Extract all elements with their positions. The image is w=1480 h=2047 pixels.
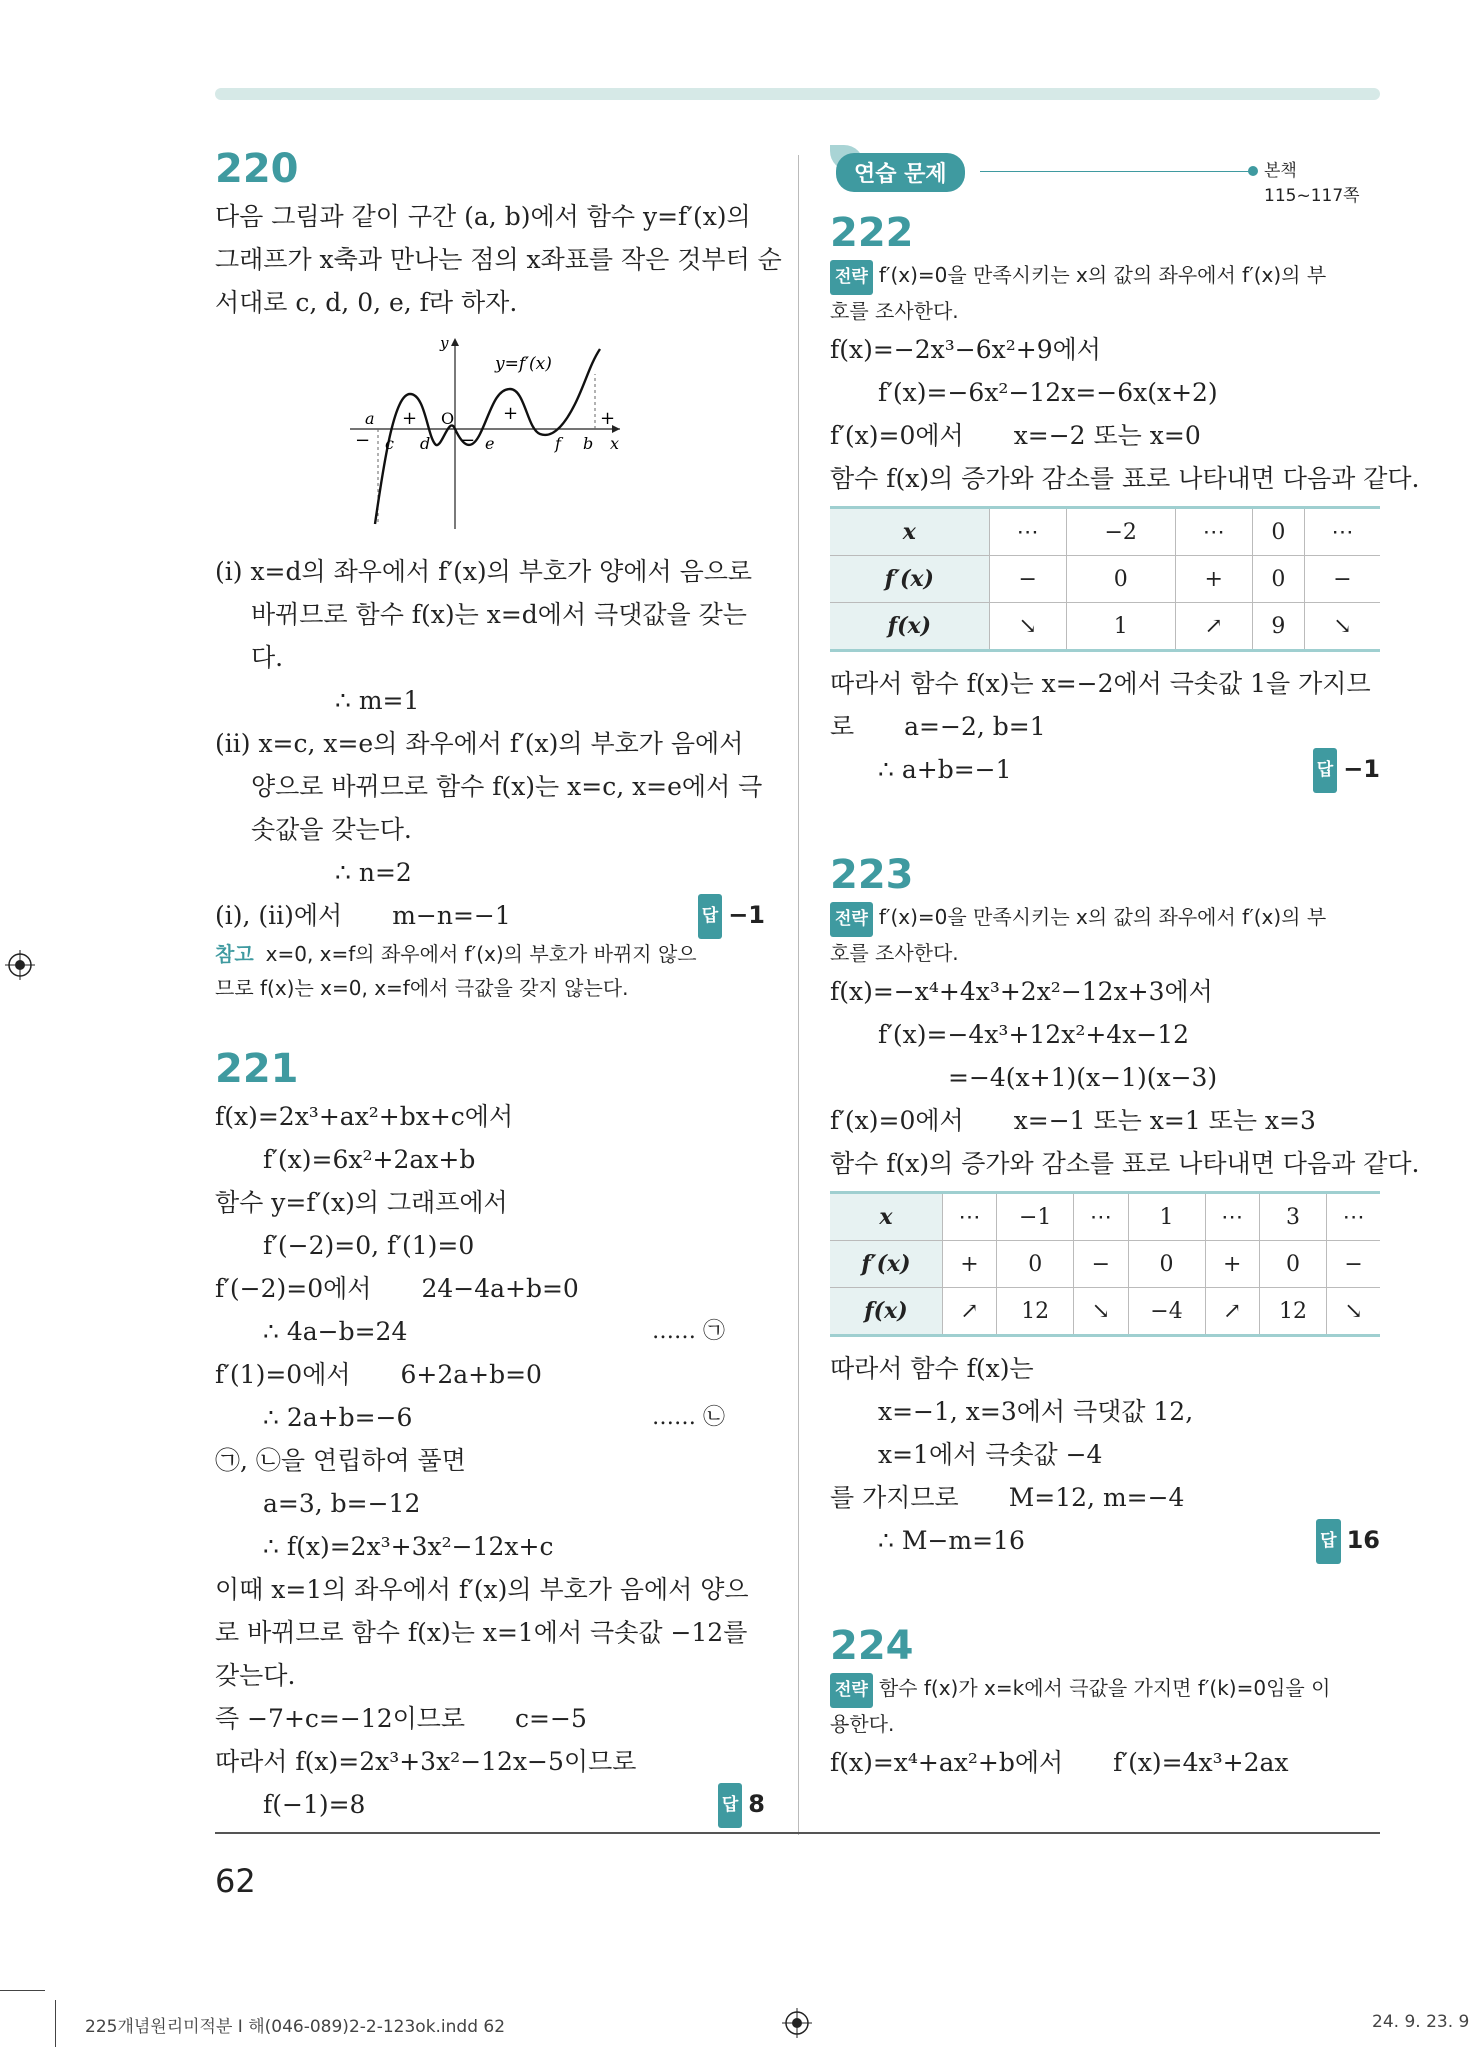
answer-badge: 답 xyxy=(1316,1519,1340,1564)
graph-point-a: a xyxy=(365,409,375,428)
table-cell: 3 xyxy=(1259,1193,1326,1241)
table-cell: ↗ xyxy=(1175,603,1252,651)
p221-line-10: a=3, b=−12 xyxy=(263,1489,421,1518)
top-decorative-bar xyxy=(215,88,1380,100)
graph-origin-label: O xyxy=(441,409,455,428)
table-cell: + xyxy=(1175,556,1252,603)
table-cell: ↗ xyxy=(942,1288,996,1336)
table-cell: ↗ xyxy=(1205,1288,1259,1336)
p221-line-7: f′(1)=0에서 6+2a+b=0 xyxy=(215,1360,542,1389)
p223-strategy-1 xyxy=(830,901,1380,937)
problem-number-220: 220 xyxy=(215,146,299,192)
table-row xyxy=(830,508,1380,556)
derivative-graph xyxy=(345,334,765,538)
p223-after-2: x=−1, x=3에서 극댓값 12, xyxy=(878,1397,1194,1426)
p223-line-2: f′(x)=−4x³+12x²+4x−12 xyxy=(878,1020,1190,1049)
table-cell: 0 xyxy=(1066,556,1175,603)
table-cell: 0 xyxy=(1252,556,1304,603)
header-rule xyxy=(980,171,1250,172)
graph-curve-label: y=f′(x) xyxy=(495,354,552,374)
derivative-graph-svg xyxy=(345,334,645,534)
footer-date: 24. 9. 23. 9 xyxy=(1372,2012,1470,2032)
p221-eq-1: ∴ 4a−b=24 xyxy=(263,1317,408,1346)
p221-line-12: 이때 x=1의 좌우에서 f′(x)의 부호가 음에서 양으 xyxy=(215,1575,749,1604)
p221-line-14: 갖는다. xyxy=(215,1661,296,1690)
strategy-tag: 전략 xyxy=(830,260,873,295)
p223-sign-table xyxy=(830,1191,1380,1337)
table-cell: 9 xyxy=(1252,603,1304,651)
graph-sign-1: − xyxy=(355,430,371,451)
p222-strategy-1 xyxy=(830,259,1380,295)
p223-after-1: 따라서 함수 f(x)는 xyxy=(830,1354,1034,1383)
table-row xyxy=(830,556,1380,603)
p221-line-5: f′(−2)=0에서 24−4a+b=0 xyxy=(215,1274,579,1303)
problem-number-224: 224 xyxy=(830,1623,914,1669)
p222-after-1: 따라서 함수 f(x)는 x=−2에서 극솟값 1을 가지므 xyxy=(830,669,1371,698)
table-cell: f′(x) xyxy=(830,1241,942,1288)
p222-answer-value: −1 xyxy=(1343,755,1380,783)
p220-note-1 xyxy=(215,937,765,971)
p221-answer-value: 8 xyxy=(748,1790,765,1818)
table-cell: ↘ xyxy=(989,603,1066,651)
p220-conclusion: (i), (ii)에서 m−n=−1 xyxy=(215,901,511,930)
p222-after-3 xyxy=(830,748,1380,791)
table-cell: 0 xyxy=(1128,1241,1205,1288)
registration-mark-icon xyxy=(782,2008,812,2038)
answer-badge: 답 xyxy=(698,894,722,939)
p221-line-2: f′(x)=6x²+2ax+b xyxy=(263,1145,476,1174)
answer-badge: 답 xyxy=(718,1783,742,1828)
p220-step-6: 양으로 바뀌므로 함수 f(x)는 x=c, x=e에서 극 xyxy=(251,772,763,801)
p220-step-1: (i) x=d의 좌우에서 f′(x)의 부호가 양에서 음으로 xyxy=(215,557,753,586)
answer-badge: 답 xyxy=(1313,748,1337,793)
p220-step-4: ∴ m=1 xyxy=(335,686,420,715)
table-cell: ⋯ xyxy=(1327,1193,1380,1241)
graph-point-c: c xyxy=(385,434,394,453)
p223-answer-value: 16 xyxy=(1346,1526,1380,1554)
table-cell: − xyxy=(989,556,1066,603)
table-cell: − xyxy=(1074,1241,1128,1288)
p224-strategy-text: 함수 f(x)가 x=k에서 극값을 가지면 f′(k)=0임을 이 xyxy=(878,1676,1331,1700)
table-cell: 0 xyxy=(1252,508,1304,556)
mark-2: …… ㉡ xyxy=(652,1405,725,1430)
p224-strategy-2: 용한다. xyxy=(830,1712,895,1736)
table-cell: − xyxy=(1305,556,1380,603)
p223-line-3: =−4(x+1)(x−1)(x−3) xyxy=(948,1063,1218,1092)
p223-after-4: 를 가지므로 M=12, m=−4 xyxy=(830,1483,1185,1512)
page-number: 62 xyxy=(215,1862,256,1900)
p224-strategy-1 xyxy=(830,1672,1380,1708)
p222-line-1: f(x)=−2x³−6x²+9에서 xyxy=(830,335,1101,364)
bullet-icon xyxy=(1248,166,1258,176)
p220-note-2: 므로 f(x)는 x=0, x=f에서 극값을 갖지 않는다. xyxy=(215,976,629,1000)
graph-point-f: f xyxy=(555,434,561,453)
p222-answer xyxy=(1313,748,1380,793)
table-row xyxy=(830,1288,1380,1336)
table-cell: 0 xyxy=(997,1241,1074,1288)
table-cell: ↘ xyxy=(1305,603,1380,651)
table-row xyxy=(830,1241,1380,1288)
p220-step-5: (ii) x=c, x=e의 좌우에서 f′(x)의 부호가 음에서 xyxy=(215,729,744,758)
crop-mark xyxy=(0,1990,45,1991)
p220-step-8: ∴ n=2 xyxy=(335,858,412,887)
table-cell: ⋯ xyxy=(1305,508,1380,556)
p220-note-text-1: x=0, x=f의 좌우에서 f′(x)의 부호가 바뀌지 않으 xyxy=(265,942,697,966)
p223-line-4: f′(x)=0에서 x=−1 또는 x=1 또는 x=3 xyxy=(830,1106,1316,1135)
p220-step-3: 다. xyxy=(251,643,284,672)
table-cell: x xyxy=(830,508,989,556)
p221-line-11: ∴ f(x)=2x³+3x²−12x+c xyxy=(263,1532,554,1561)
graph-point-b: b xyxy=(583,434,594,453)
table-cell: −1 xyxy=(997,1193,1074,1241)
p220-step-7: 솟값을 갖는다. xyxy=(251,815,412,844)
p223-strategy-text: f′(x)=0을 만족시키는 x의 값의 좌우에서 f′(x)의 부 xyxy=(878,905,1327,929)
p221-eq-2: ∴ 2a+b=−6 xyxy=(263,1403,413,1432)
table-cell: −4 xyxy=(1128,1288,1205,1336)
table-cell: + xyxy=(1205,1241,1259,1288)
table-cell: 1 xyxy=(1128,1193,1205,1241)
p221-line-17 xyxy=(215,1783,765,1826)
mark-1: …… ㉠ xyxy=(652,1319,725,1344)
table-cell: ↘ xyxy=(1074,1288,1128,1336)
p221-line-9: ㉠, ㉡을 연립하여 풀면 xyxy=(215,1446,466,1475)
p220-intro-1: 다음 그림과 같이 구간 (a, b)에서 함수 y=f′(x)의 xyxy=(215,202,751,231)
p221-line-8 xyxy=(215,1396,765,1439)
strategy-tag: 전략 xyxy=(830,1673,873,1708)
graph-sign-3: − xyxy=(460,430,476,451)
p220-step-2: 바뀌므로 함수 f(x)는 x=d에서 극댓값을 갖는 xyxy=(251,600,747,629)
table-cell: 12 xyxy=(997,1288,1074,1336)
problem-number-223: 223 xyxy=(830,852,914,898)
p221-line-4: f′(−2)=0, f′(1)=0 xyxy=(263,1231,475,1260)
table-cell: ⋯ xyxy=(1074,1193,1128,1241)
table-row xyxy=(830,603,1380,651)
graph-sign-2: + xyxy=(402,408,418,429)
p223-line-1: f(x)=−x⁴+4x³+2x²−12x+3에서 xyxy=(830,977,1213,1006)
problem-number-222: 222 xyxy=(830,210,914,256)
graph-point-d: d xyxy=(420,434,431,453)
graph-point-e: e xyxy=(485,434,495,453)
crop-mark xyxy=(55,2000,56,2047)
footer-file-info: 225개념원리미적분 I 해(046-089)2-2-123ok.indd 62 xyxy=(85,2017,506,2037)
table-cell: −2 xyxy=(1066,508,1175,556)
table-row xyxy=(830,1193,1380,1241)
left-column xyxy=(215,145,782,1828)
table-cell: ⋯ xyxy=(989,508,1066,556)
p220-answer xyxy=(698,894,765,939)
practice-title: 연습 문제 xyxy=(836,153,965,192)
practice-header xyxy=(830,145,1380,206)
graph-sign-4: + xyxy=(503,403,519,424)
p224-line-1: f(x)=x⁴+ax²+b에서 f′(x)=4x³+2ax xyxy=(830,1748,1289,1777)
p222-line-4: 함수 f(x)의 증가와 감소를 표로 나타내면 다음과 같다. xyxy=(830,464,1420,493)
table-cell: + xyxy=(942,1241,996,1288)
p221-line-3: 함수 y=f′(x)의 그래프에서 xyxy=(215,1188,508,1217)
graph-x-label: x xyxy=(610,434,620,453)
p223-final: ∴ M−m=16 xyxy=(878,1526,1025,1555)
bottom-rule xyxy=(215,1832,1380,1834)
p221-answer xyxy=(718,1783,765,1828)
p223-strategy-2: 호를 조사한다. xyxy=(830,941,959,965)
strategy-tag: 전략 xyxy=(830,902,873,937)
p220-intro-3: 서대로 c, d, 0, e, f라 하자. xyxy=(215,288,518,317)
column-divider xyxy=(798,155,799,1835)
table-cell: 12 xyxy=(1259,1288,1326,1336)
table-cell: f(x) xyxy=(830,1288,942,1336)
p222-after-2: 로 a=−2, b=1 xyxy=(830,712,1046,741)
p222-strategy-2: 호를 조사한다. xyxy=(830,299,959,323)
p221-line-15: 즉 −7+c=−12이므로 c=−5 xyxy=(215,1704,587,1733)
p221-final: f(−1)=8 xyxy=(263,1790,366,1819)
problem-number-221: 221 xyxy=(215,1046,299,1092)
table-cell: 1 xyxy=(1066,603,1175,651)
p223-after-3: x=1에서 극솟값 −4 xyxy=(878,1440,1103,1469)
p221-line-6 xyxy=(215,1310,765,1353)
registration-mark-icon xyxy=(5,950,35,980)
table-cell: − xyxy=(1327,1241,1380,1288)
table-cell: ⋯ xyxy=(1205,1193,1259,1241)
table-cell: f(x) xyxy=(830,603,989,651)
table-cell: f′(x) xyxy=(830,556,989,603)
right-column xyxy=(830,145,1420,1784)
p223-answer xyxy=(1316,1519,1380,1564)
table-cell: ↘ xyxy=(1327,1288,1380,1336)
textbook-reference: 본책 115~117쪽 xyxy=(1264,161,1360,206)
table-cell: x xyxy=(830,1193,942,1241)
p223-line-5: 함수 f(x)의 증가와 감소를 표로 나타내면 다음과 같다. xyxy=(830,1149,1420,1178)
table-cell: ⋯ xyxy=(1175,508,1252,556)
p222-line-2: f′(x)=−6x²−12x=−6x(x+2) xyxy=(878,378,1218,407)
graph-y-label: y xyxy=(440,334,449,352)
p222-sign-table xyxy=(830,506,1380,652)
p220-intro-2: 그래프가 x축과 만나는 점의 x좌표를 작은 것부터 순 xyxy=(215,245,782,274)
p222-line-3: f′(x)=0에서 x=−2 또는 x=0 xyxy=(830,421,1201,450)
p220-answer-value: −1 xyxy=(728,901,765,929)
table-cell: ⋯ xyxy=(942,1193,996,1241)
p220-step-9 xyxy=(215,894,765,937)
note-tag: 참고 xyxy=(215,942,254,966)
p221-line-13: 로 바뀌므로 함수 f(x)는 x=1에서 극솟값 −12를 xyxy=(215,1618,748,1647)
graph-sign-5: + xyxy=(600,408,616,429)
p221-line-1: f(x)=2x³+ax²+bx+c에서 xyxy=(215,1102,514,1131)
p222-final: ∴ a+b=−1 xyxy=(878,755,1012,784)
p223-after-5 xyxy=(830,1519,1380,1562)
p221-line-16: 따라서 f(x)=2x³+3x²−12x−5이므로 xyxy=(215,1747,637,1776)
p222-strategy-text: f′(x)=0을 만족시키는 x의 값의 좌우에서 f′(x)의 부 xyxy=(878,263,1327,287)
table-cell: 0 xyxy=(1259,1241,1326,1288)
